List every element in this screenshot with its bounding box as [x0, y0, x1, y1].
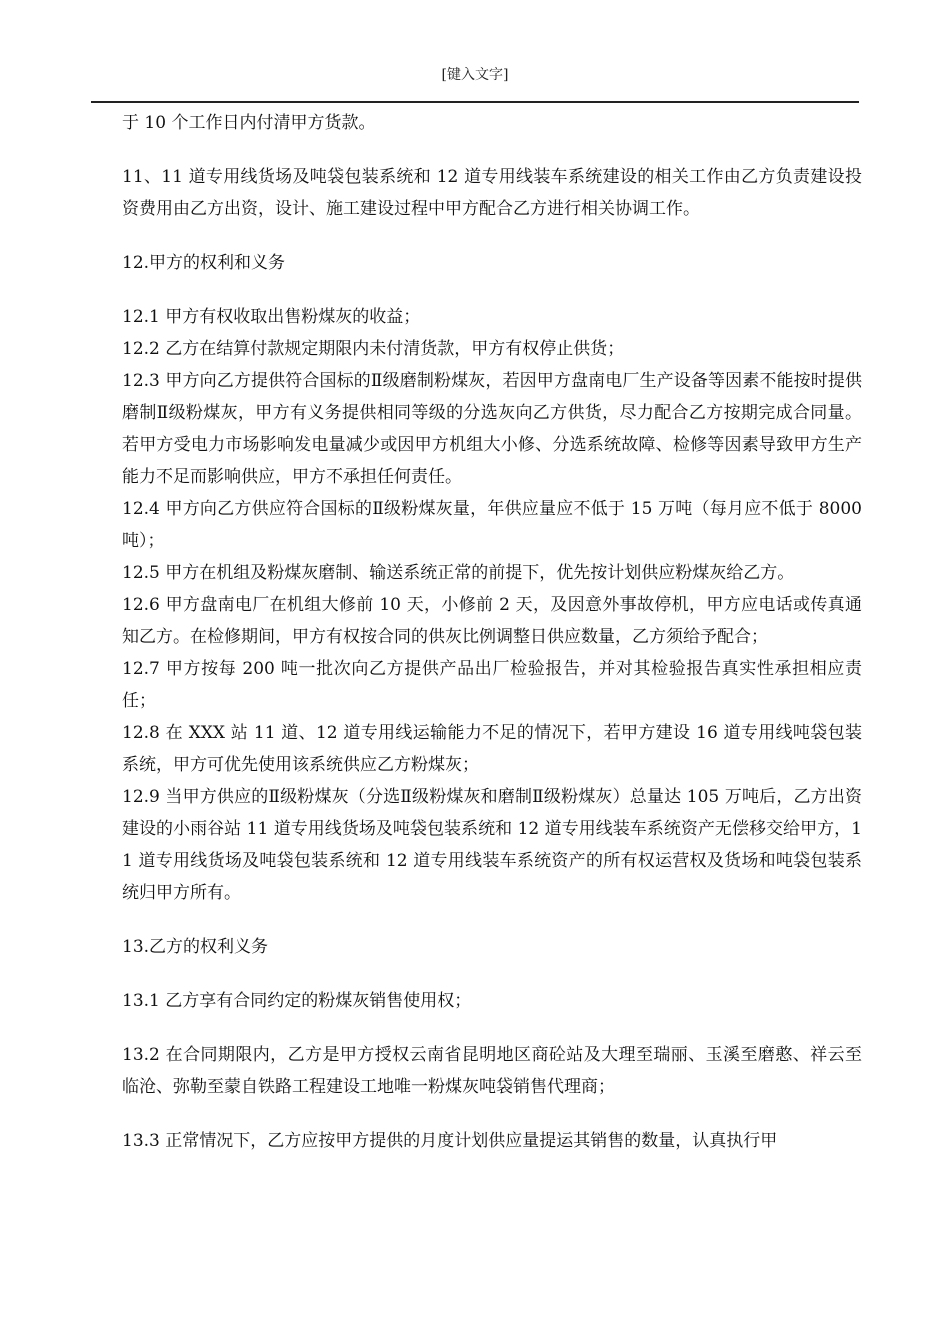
clause-12-6: 12.6 甲方盘南电厂在机组大修前 10 天，小修前 2 天，及因意外事故停机，甲方应电话或传真通知乙方。在检修期间，甲方有权按合同的供灰比例调整日供应数量，乙方须给予配合；	[122, 595, 862, 647]
section-heading-13: 13.乙方的权利义务	[122, 937, 269, 957]
clause-13-1: 13.1 乙方享有合同约定的粉煤灰销售使用权；	[122, 991, 472, 1011]
clause-12-4: 12.4 甲方向乙方供应符合国标的Ⅱ级粉煤灰量，年供应量应不低于 15 万吨（每月应不低于 8000 吨）；	[122, 499, 862, 551]
clause-13-3: 13.3 正常情况下，乙方应按甲方提供的月度计划供应量提运其销售的数量，认真执行甲	[122, 1131, 778, 1151]
clause-12-9: 12.9 当甲方供应的Ⅱ级粉煤灰（分选Ⅱ级粉煤灰和磨制Ⅱ级粉煤灰）总量达 105 万吨后，乙方出资建设的小雨谷站 11 道专用线货场及吨袋包装系统和 12 道专用线装车系统资产无偿移交给甲方，11 道专用线货场及吨袋包装系统和 12 道专用线装车系统资产的所有权运营权及货场和吨袋包装系统归甲方所有。	[122, 787, 862, 903]
section-heading-12: 12.甲方的权利和义务	[122, 253, 286, 273]
clause-12-7: 12.7 甲方按每 200 吨一批次向乙方提供产品出厂检验报告，并对其检验报告真实性承担相应责任；	[122, 659, 862, 711]
page-header: [键入文字]	[441, 67, 509, 83]
clause-13-2: 13.2 在合同期限内，乙方是甲方授权云南省昆明地区商砼站及大理至瑞丽、玉溪至磨憨、祥云至临沧、弥勒至蒙自铁路工程建设工地唯一粉煤灰吨袋销售代理商；	[122, 1045, 862, 1097]
clause-12-1: 12.1 甲方有权收取出售粉煤灰的收益；	[122, 307, 421, 327]
clause-12-5: 12.5 甲方在机组及粉煤灰磨制、输送系统正常的前提下，优先按计划供应粉煤灰给乙方。	[122, 563, 795, 583]
document-body	[122, 107, 862, 1157]
paragraph-continuation: 于 10 个工作日内付清甲方货款。	[122, 113, 376, 133]
clause-11: 11、11 道专用线货场及吨袋包装系统和 12 道专用线装车系统建设的相关工作由乙方负责建设投资费用由乙方出资，设计、施工建设过程中甲方配合乙方进行相关协调工作。	[122, 167, 862, 219]
clause-12-8: 12.8 在 XXX 站 11 道、12 道专用线运输能力不足的情况下，若甲方建设 16 道专用线吨袋包装系统，甲方可优先使用该系统供应乙方粉煤灰；	[122, 723, 862, 775]
header-divider	[91, 101, 859, 103]
clause-12-3: 12.3 甲方向乙方提供符合国标的Ⅱ级磨制粉煤灰，若因甲方盘南电厂生产设备等因素不能按时提供磨制Ⅱ级粉煤灰，甲方有义务提供相同等级的分选灰向乙方供货，尽力配合乙方按期完成合同量。若甲方受电力市场影响发电量减少或因甲方机组大小修、分选系统故障、检修等因素导致甲方生产能力不足而影响供应，甲方不承担任何责任。	[122, 371, 862, 487]
clause-12-2: 12.2 乙方在结算付款规定期限内未付清货款，甲方有权停止供货；	[122, 339, 625, 359]
